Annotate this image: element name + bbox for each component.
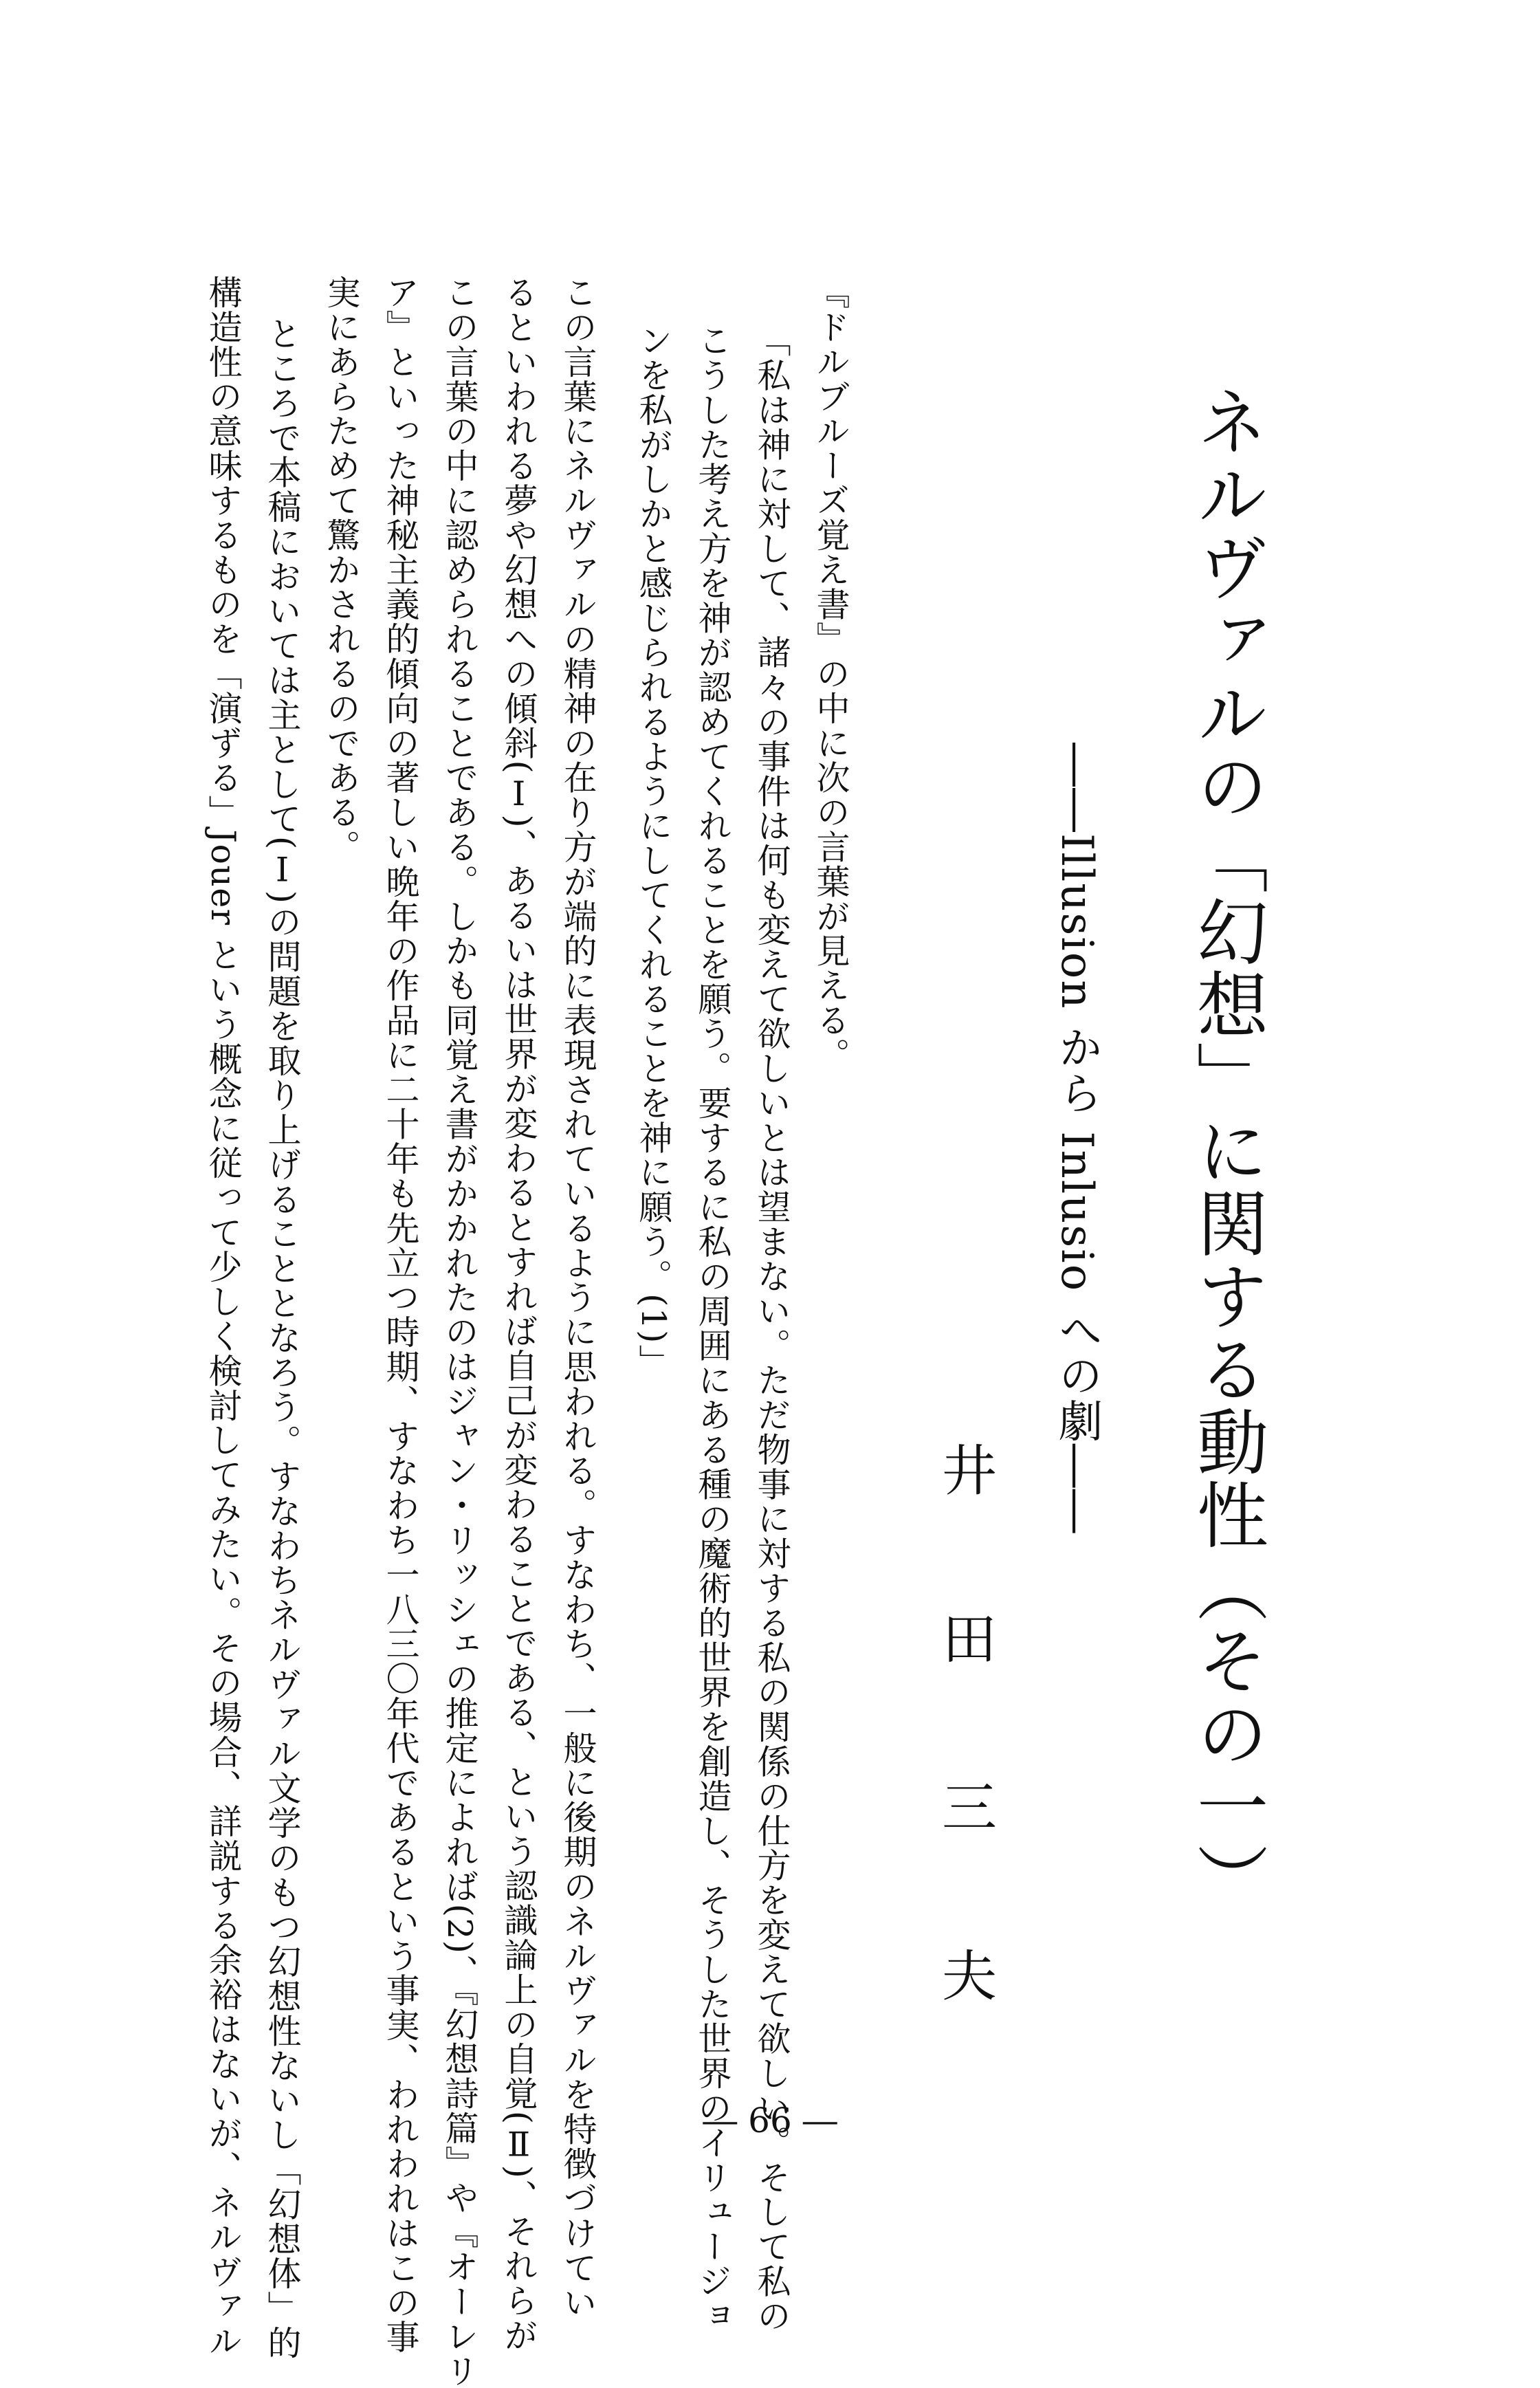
author-name-char: 夫 <box>942 1945 997 2008</box>
paper-title: ネルヴァルの「幻想」に関する動性（その一） <box>1185 385 1268 1916</box>
body-line: この言葉の中に認められることである。しかも同覚え書がかかれたのはジャン・リッシェの推定によれば(2)、『幻想詩篇』や『オーレリ <box>440 275 479 2388</box>
body-line: 構造性の意味するものを「演ずる」Jouer という概念に従って少しく検討してみたい。その場合、詳説する余裕はないが、ネルヴァル <box>204 275 243 2358</box>
author-name-char: 三 <box>942 1776 997 1840</box>
body-line: ンを私がしかと感じられるようにしてくれることを神に願う。(1)」 <box>634 323 673 1379</box>
body-line: ところで本稿においては主として(Ⅰ)の問題を取り上げることとなろう。すなわちネルヴァル文学のもつ幻想性ないし「幻想体」的 <box>263 316 302 2360</box>
paper-subtitle: ――Illusion から Inlusio への劇―― <box>1051 743 1102 1535</box>
body-line: るといわれる夢や幻想への傾斜(Ⅰ)、あるいは世界が変わるとすれば自己が変わることである、という認識論上の自覚(Ⅱ)、それらが <box>499 275 538 2353</box>
body-line: 「私は神に対して、諸々の事件は何も変えて欲しいとは望まない。ただ物事に対する私の関係の仕方を変えて欲しい。そして私の <box>752 323 791 2334</box>
author-name-char: 井 <box>942 1439 997 1503</box>
page-number: ― 66 ― <box>703 2101 837 2140</box>
body-line: この言葉にネルヴァルの精神の在り方が端的に表現されているように思われる。すなわち、一般に後期のネルヴァルを特徴づけてい <box>558 275 597 2320</box>
body-line: 『ドルブルーズ覚え書』の中に次の言葉が見える。 <box>811 275 850 1073</box>
author-name-char: 田 <box>942 1608 997 1672</box>
body-line: 実にあらためて驚かされるのである。 <box>322 275 361 864</box>
body-line: ア』といった神秘主義的傾向の著しい晩年の作品に二十年も先立つ時期、すなわち一八三〇年代であるという事実、われわれはこの事 <box>381 275 420 2354</box>
body-line: こうした考え方を神が認めてくれることを願う。要するに私の周囲にある種の魔術的世界を創造し、そうした世界のイリュージョ <box>693 323 732 2334</box>
